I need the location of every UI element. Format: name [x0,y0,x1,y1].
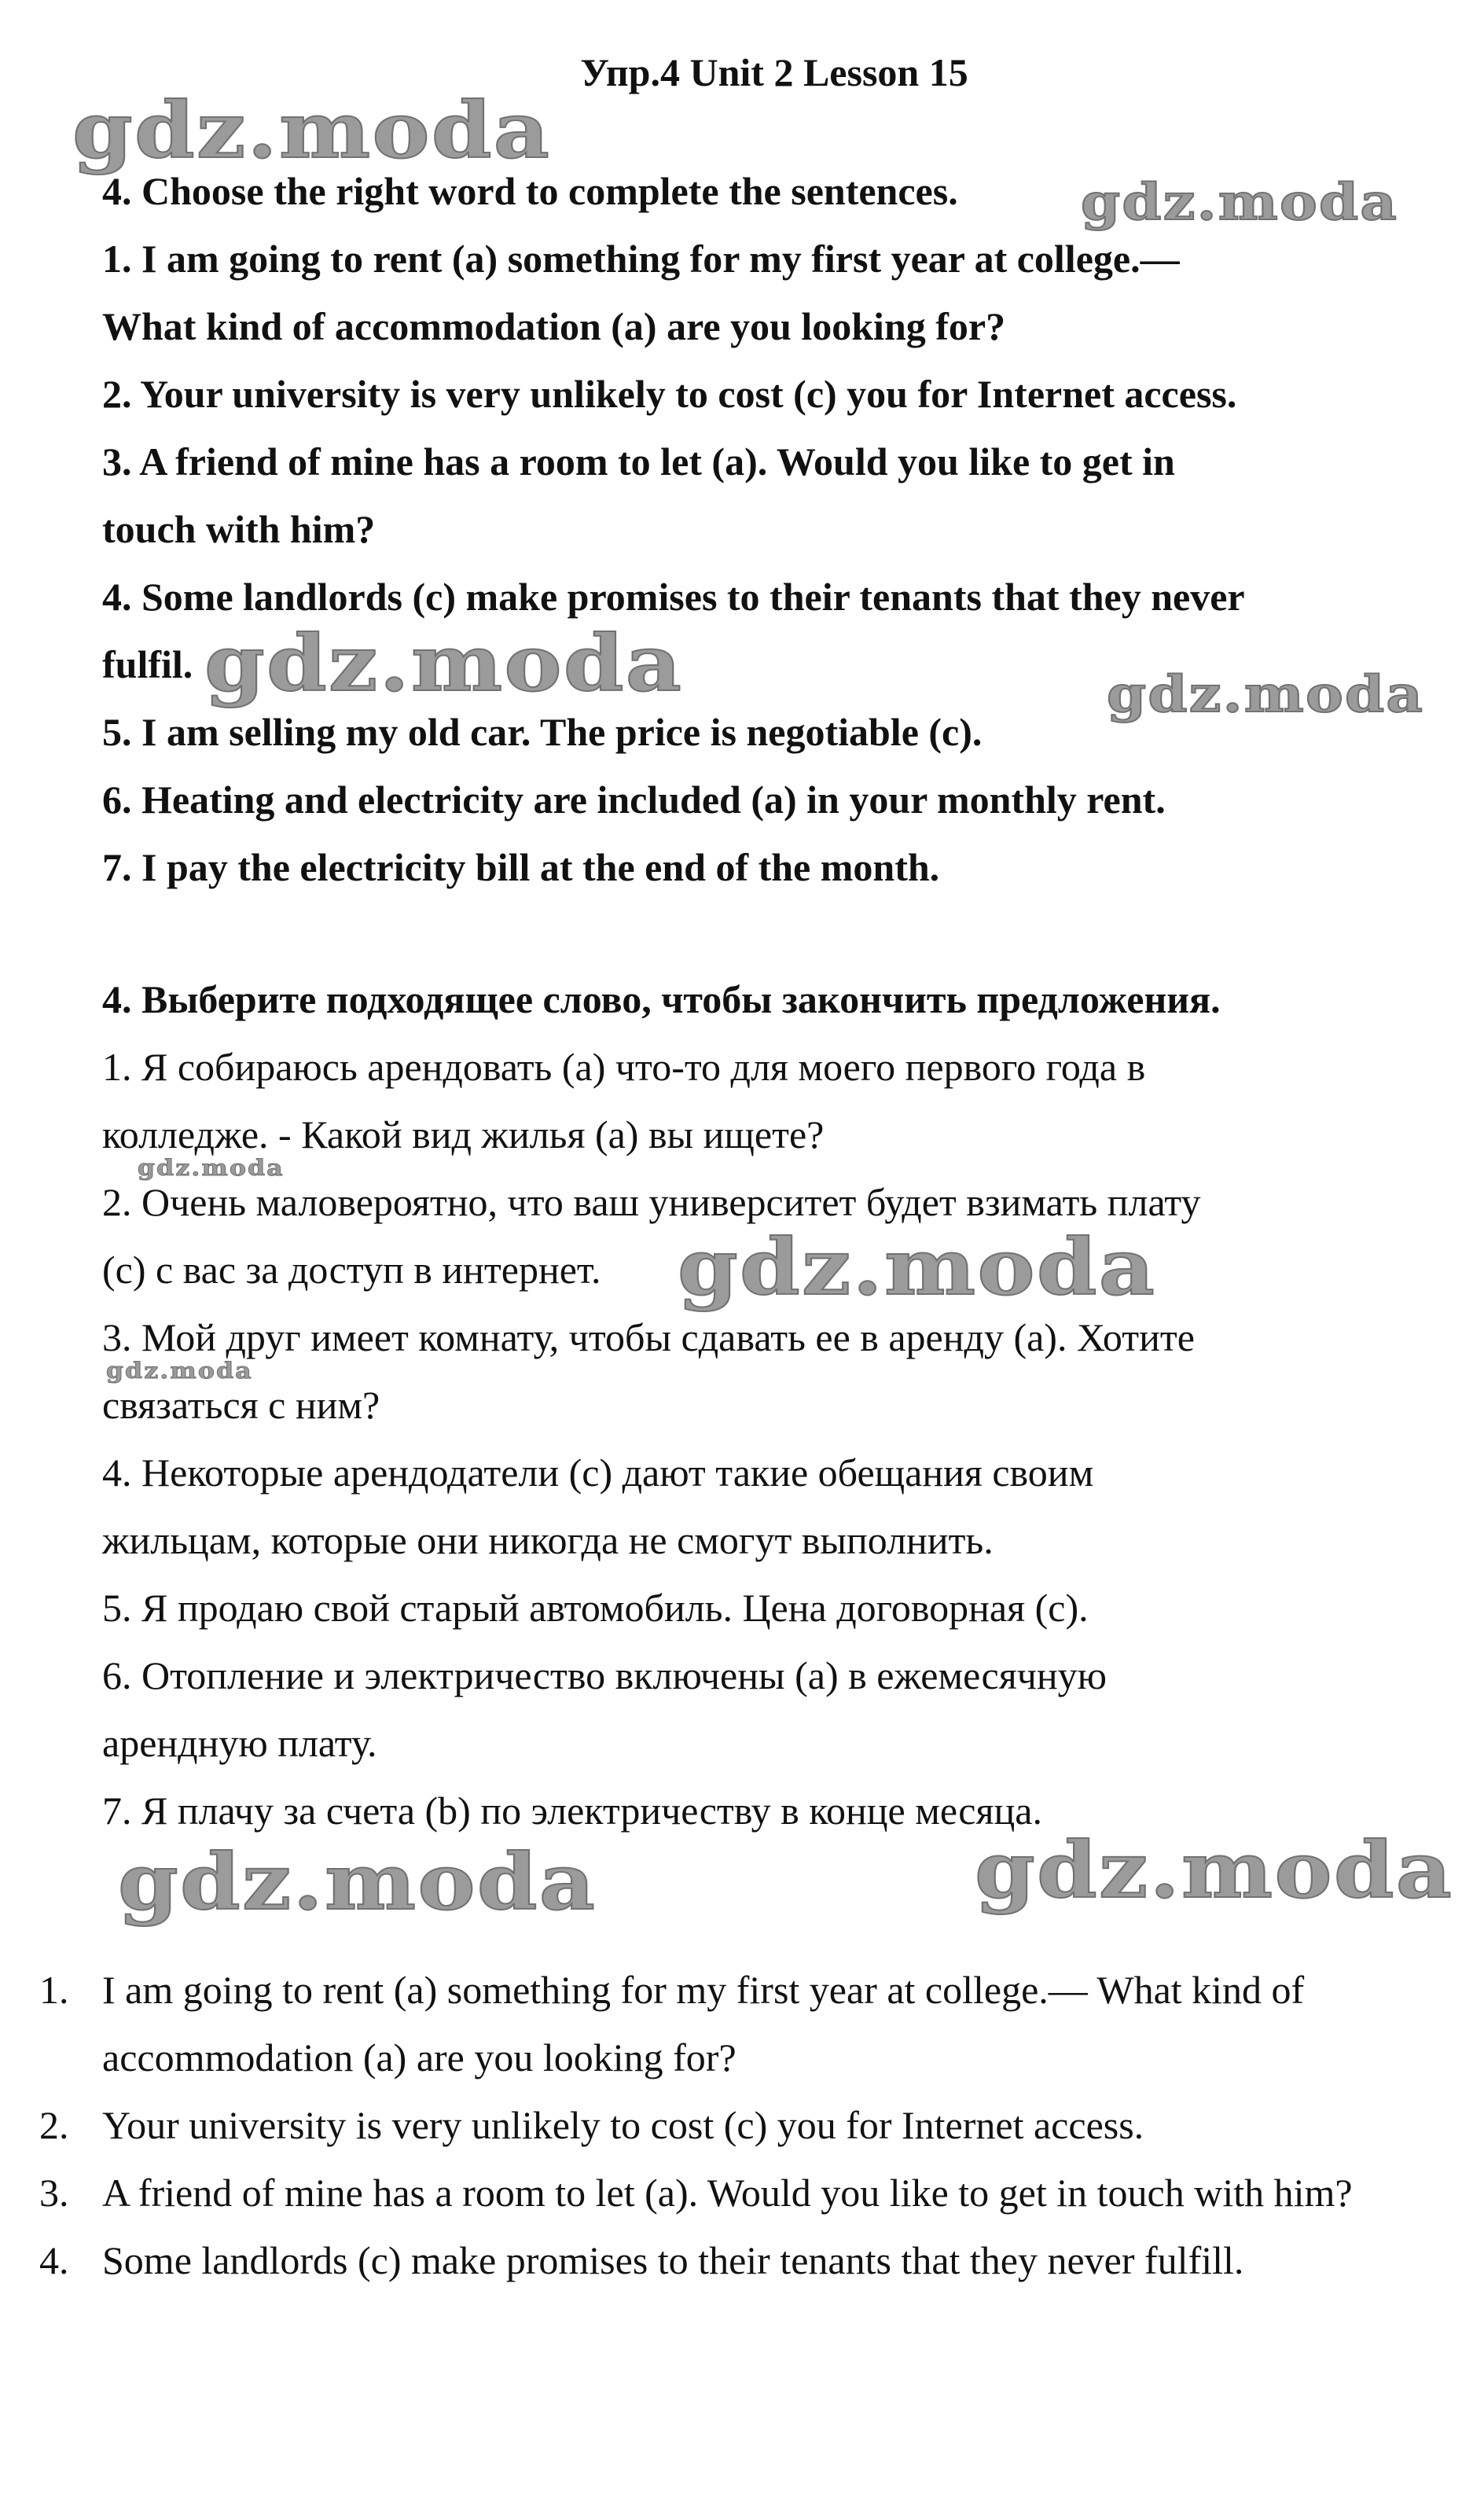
russian-heading: 4. Выберите подходящее слово, чтобы закончить предложения. [102,977,1221,1021]
list-item-text: I am going to rent (a) something for my first year at college.— What kind of accommodation (a) are you looking for? [102,1968,1305,2079]
english-line: 2. Your university is very unlikely to cost (c) you for Internet access. [102,372,1237,416]
list-item-text: A friend of mine has a room to let (a). Would you like to get in touch with him? [102,2171,1353,2215]
english-heading: 4. Choose the right word to complete the sentences. [102,169,958,213]
list-item-number: 1. [39,1968,69,2012]
russian-line: колледже. - Какой вид жилья (а) вы ищете? [102,1112,825,1156]
list-item [0,1956,1484,2091]
english-answers [102,157,1454,901]
list-item-number: 4. [39,2238,69,2282]
list-item-text: Your university is very unlikely to cost (c) you for Internet access. [102,2103,1144,2147]
english-line: 4. Some landlords (c) make promises to their tenants that they never [102,575,1245,619]
answers-list [0,1956,1484,2294]
watermark-logo: gdz.moda [138,1155,285,1181]
russian-line: 3. Мой друг имеет комнату, чтобы сдавать ее в аренду (а). Хотите [102,1315,1195,1359]
english-line: touch with him? [102,507,376,551]
list-item [0,2159,1484,2226]
list-item [0,2091,1484,2159]
russian-line: 2. Очень маловероятно, что ваш университет будет взимать плату [102,1180,1201,1224]
watermark-logo: gdz.moda [106,1358,253,1384]
russian-line: (с) с вас за доступ в интернет. [102,1248,601,1292]
russian-translation [102,965,1454,1844]
english-line: fulfil. [102,642,193,686]
russian-line: жильцам, которые они никогда не смогут выполнить. [102,1518,994,1562]
list-item [0,2226,1484,2294]
english-line: 7. I pay the electricity bill at the end of the month. [102,845,940,889]
russian-line: 4. Некоторые арендодатели (с) дают такие обещания своим [102,1451,1094,1495]
english-line: What kind of accommodation (a) are you looking for? [102,304,1006,348]
russian-line: 7. Я плачу за счета (b) по электричеству в конце месяца. [102,1789,1042,1833]
watermark-logo: gdz.moda [204,619,684,709]
russian-line: 6. Отопление и электричество включены (а) в ежемесячную [102,1653,1107,1697]
list-item-number: 2. [39,2103,69,2147]
english-line: 5. I am selling my old car. The price is negotiable (c). [102,710,983,754]
english-line: 3. A friend of mine has a room to let (a). Would you like to get in [102,439,1175,484]
watermark-logo: gdz.moda [118,1837,597,1928]
watermark-logo: gdz.moda [975,1826,1454,1916]
english-line: 1. I am going to rent (a) something for my first year at college.— [102,237,1180,281]
watermark-logo: gdz.moda [1081,173,1399,232]
watermark-logo: gdz.moda [678,1223,1157,1313]
russian-line: арендную плату. [102,1721,377,1765]
page-title: Упр.4 Unit 2 Lesson 15 [580,50,968,94]
russian-line: 5. Я продаю свой старый автомобиль. Цена договорная (с). [102,1586,1089,1630]
russian-line: 1. Я собираюсь арендовать (а) что-то для моего первого года в [102,1045,1146,1089]
list-item-text: Some landlords (c) make promises to their tenants that they never fulfill. [102,2238,1244,2282]
watermark-logo: gdz.moda [72,86,552,176]
english-line: 6. Heating and electricity are included (a) in your monthly rent. [102,778,1166,822]
list-item-number: 3. [39,2171,69,2215]
russian-line: связаться с ним? [102,1383,380,1427]
watermark-logo: gdz.moda [1107,665,1425,724]
